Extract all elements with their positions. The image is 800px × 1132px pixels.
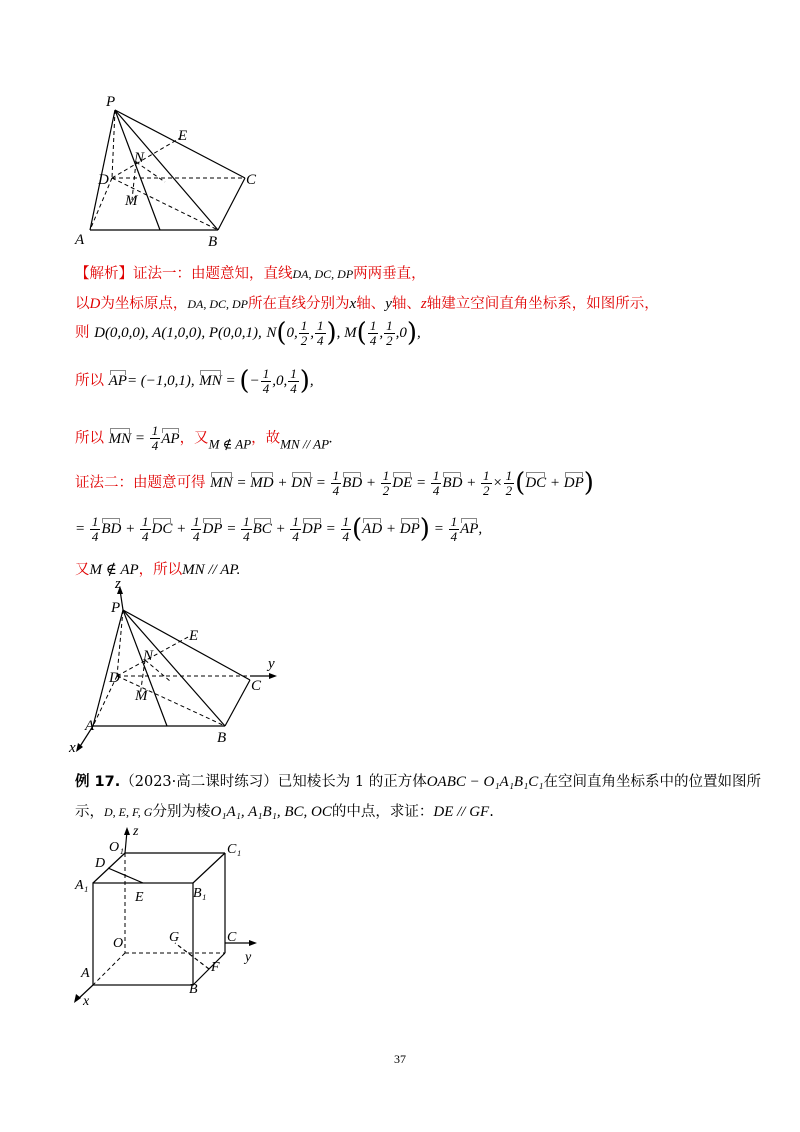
figure-pyramid-2: [65, 578, 295, 758]
label-A: A: [75, 232, 85, 248]
method1-conclusion: 所以 MN = $\frac{1}{4}$ AP，又M ∉ AP，故MN // AP.: [75, 423, 333, 453]
label-D: D: [95, 856, 106, 871]
label-D: D: [109, 670, 120, 686]
label-E: E: [189, 628, 199, 644]
label-y: y: [268, 656, 275, 672]
label-M: M: [125, 193, 138, 209]
label-O: O: [113, 936, 124, 951]
example-17-line2: 示，D, E, F, G分别为棱O₁A₁, A₁B₁, BC, OC的中点，求证：DE // GF.: [75, 804, 494, 820]
label-A1: A₁: [75, 878, 89, 893]
label-G: G: [169, 930, 180, 945]
label-x: x: [83, 994, 90, 1009]
label-P: P: [111, 600, 121, 616]
page-number: 37: [394, 1052, 406, 1066]
label-N: N: [134, 150, 145, 166]
label-z: z: [115, 578, 121, 592]
label-E: E: [178, 128, 188, 144]
label-z: z: [133, 825, 139, 839]
label-F: F: [211, 960, 220, 975]
label-A: A: [85, 718, 95, 734]
method1-coords: 则 D(0,0,0), A(1,0,0), P(0,0,1), N(0, $\frac{1}{2}$ , $\frac{1}{4}$ ), M( $\frac{1}{4}$ , $\frac{1}{2}$ ,0),: [75, 317, 421, 348]
method2-line2: = $\frac{1}{4}$ BD + $\frac{1}{4}$ DC + $\frac{1}{4}$ DP = $\frac{1}{4}$ BC + $\frac{1}{4}$ DP = $\frac{1}{4}$ (AD + DP) = $\frac{1}{4}$ AP,: [75, 513, 483, 544]
example-17-line1: 例 17.（2023·高二课时练习）已知棱长为 1 的正方体OABC − O₁A₁B₁C₁在空间直角坐标系中的位置如图所: [75, 774, 762, 790]
label-E: E: [135, 890, 144, 905]
label-B: B: [208, 234, 218, 250]
label-B: B: [189, 982, 198, 997]
label-O1: O₁: [109, 840, 124, 855]
label-P: P: [106, 94, 116, 110]
label-C: C: [227, 930, 237, 945]
method1-line1: 【解析】证法一：由题意知，直线DA, DC, DP两两垂直，: [75, 266, 426, 282]
method1-vectors: 所以 AP= (−1,0,1), MN = (− $\frac{1}{4}$ ,0, $\frac{1}{4}$ ),: [75, 365, 314, 396]
label-A: A: [81, 966, 90, 981]
label-x: x: [69, 740, 76, 756]
label-y: y: [245, 950, 252, 965]
label-B: B: [217, 730, 227, 746]
figure-cube: [65, 825, 275, 1010]
label-B1: B₁: [193, 886, 207, 901]
label-C1: C₁: [227, 842, 242, 857]
label-N: N: [143, 648, 154, 664]
figure-pyramid-1: [70, 90, 270, 250]
method2-conclusion: 又M ∉ AP，所以MN // AP.: [75, 562, 241, 578]
method1-line2: 以D为坐标原点，DA, DC, DP所在直线分别为x轴、y轴、z轴建立空间直角坐标系，如图所示，: [75, 296, 659, 312]
method2-line1: 证法二：由题意可得 MN = MD + DN = $\frac{1}{4}$ BD + $\frac{1}{2}$ DE = $\frac{1}{4}$ BD + $\frac{1}{2}$ × $\frac{1}{2}$ (DC + DP): [75, 467, 594, 498]
label-C: C: [246, 172, 257, 188]
label-D: D: [98, 172, 109, 188]
label-M: M: [135, 688, 148, 704]
label-C: C: [251, 678, 262, 694]
